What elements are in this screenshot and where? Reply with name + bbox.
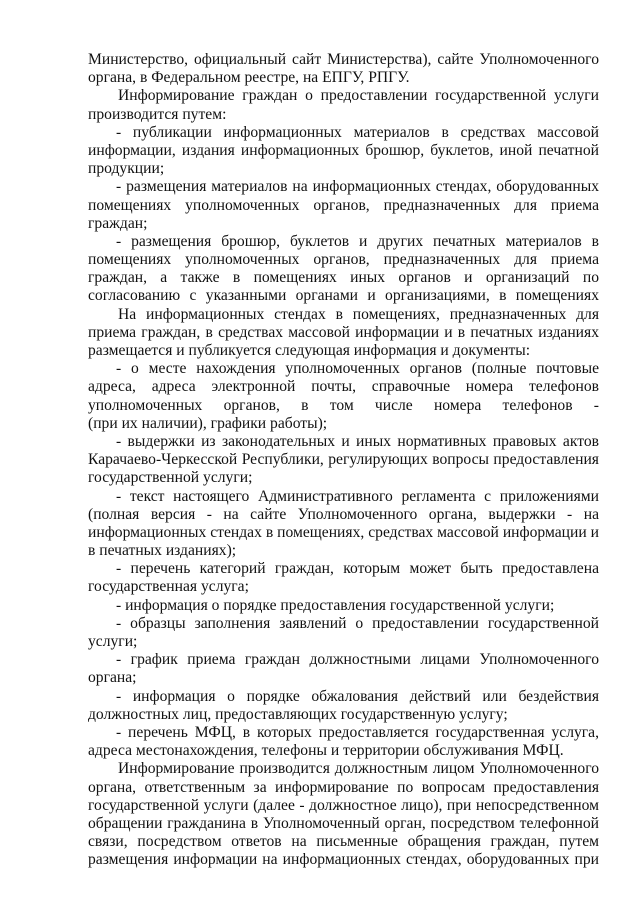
paragraph [88,360,599,433]
text-line: - перечень категорий граждан, которым может быть предоставлена [116,560,599,578]
text-line: - график приема граждан должностными лицами Уполномоченного [116,651,599,669]
text-line: граждан, а также в помещениях иных органов и организаций по [88,269,599,287]
text-line: органа, в Федеральном реестре, на ЕПГУ, РПГУ. [88,69,410,87]
text-line: государственная услуга; [88,578,249,596]
paragraph [88,488,599,561]
text-line: размещается и публикуется следующая информация и документы: [88,342,531,359]
text-line: - информация о порядке предоставления государственной услуги; [116,596,555,614]
text-line: приема граждан, в средствах массовой информации и в печатных изданиях [88,323,599,341]
text-line: Информирование граждан о предоставлении государственной услуги [118,87,599,105]
text-line: обращении гражданина в Уполномоченный орган, посредством телефонной [88,814,599,832]
text-line: - публикации информационных материалов в средствах массовой [116,123,599,141]
text-line: Информирование производится должностным лицом Уполномоченного [118,760,599,778]
text-line: - перечень МФЦ, в которых предоставляется государственная услуга, [116,723,599,741]
text-line: - информация о порядке обжалования действий или бездействия [116,687,599,705]
text-line: органа, ответственным за информирование по вопросам предоставления [88,778,599,796]
paragraph [88,597,599,615]
text-line: в печатных изданиях); [88,542,237,560]
text-line: - размещения брошюр, буклетов и других печатных материалов в [116,232,599,250]
text-line: размещения информации на информационных стендах, оборудованных при [88,851,599,869]
paragraph [88,124,599,179]
paragraph [88,233,599,306]
text-line: Карачаево-Черкесской Республики, регулирующих вопросы предоставления [88,451,599,469]
paragraph [88,433,599,488]
text-line: органа; [88,669,137,687]
text-line: - текст настоящего Административного регламента с приложениями [116,487,599,505]
paragraph [88,651,599,687]
text-line: - образцы заполнения заявлений о предоставлении государственной [116,614,599,632]
text-line: продукции; [88,160,165,178]
text-line: информации, издания информационных брошюр, буклетов, иной печатной [88,141,599,159]
text-line: услуги; [88,633,138,650]
text-line: адреса, адреса электронной почты, справочные номера телефонов [88,378,599,396]
text-line: - размещения материалов на информационных стендах, оборудованных [116,178,599,196]
paragraph [88,178,599,233]
text-line: должностных лиц, предоставляющих государственную услугу; [88,705,508,723]
text-line: Министерство, официальный сайт Министерства), сайте Уполномоченного [88,51,599,68]
document-page [88,51,599,869]
paragraph [88,87,599,123]
text-line: информационных стендах в помещениях, средствах массовой информации и [88,523,599,541]
paragraph [88,615,599,651]
text-line: производится путем: [88,105,227,123]
paragraph [88,760,599,869]
text-line: граждан; [88,214,148,232]
text-line: - о месте нахождения уполномоченных органов (полные почтовые [116,360,599,378]
text-line: согласованию с указанными органами и организациями, в помещениях [88,287,599,305]
paragraph [88,306,599,361]
text-line: (полная версия - на сайте Уполномоченного органа, выдержки - на [88,505,599,523]
paragraph [88,688,599,724]
text-line: уполномоченных органов, в том числе номера телефонов - [88,396,599,414]
paragraph [88,51,599,87]
text-line: государственной услуги; [88,469,253,487]
text-line: На информационных стендах в помещениях, предназначенных для [118,305,599,323]
text-line: помещениях уполномоченных органов, предназначенных для приема [88,196,599,214]
text-line: государственной услуги (далее - должностное лицо), при непосредственном [88,796,599,814]
text-line: связи, посредством ответов на письменные обращения граждан, путем [88,833,599,851]
paragraph [88,724,599,760]
text-line: адреса местонахождения, телефоны и территории обслуживания МФЦ. [88,742,564,760]
paragraph [88,560,599,596]
text-line: помещениях уполномоченных органов, предназначенных для приема [88,251,599,269]
text-line: (при их наличии), графики работы); [88,414,328,432]
text-line: - выдержки из законодательных и иных нормативных правовых актов [116,432,599,450]
